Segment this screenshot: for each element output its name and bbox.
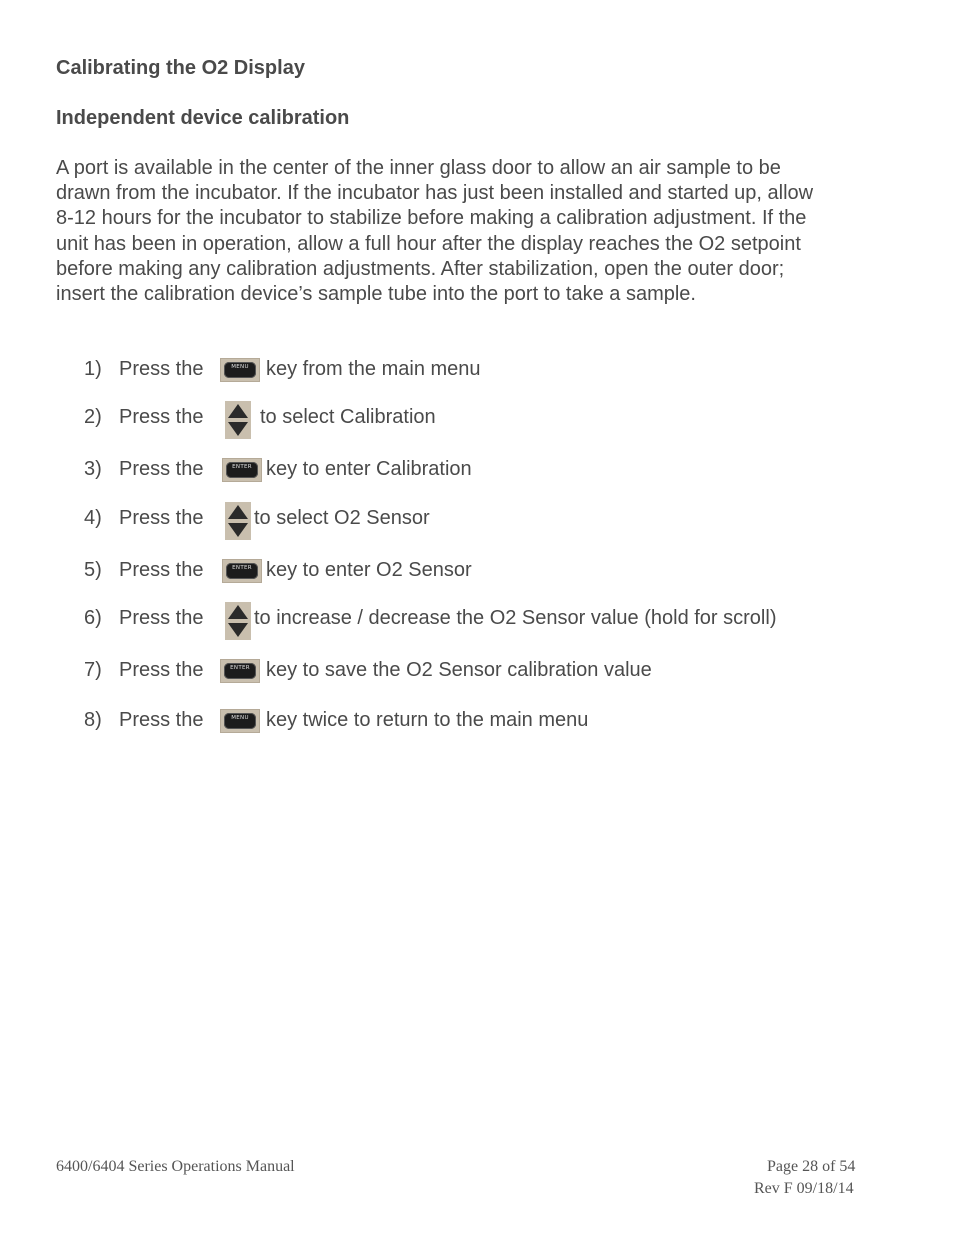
step-item xyxy=(84,704,904,734)
step-text: to select O2 Sensor xyxy=(254,507,430,529)
step-number: 6) xyxy=(84,607,102,629)
intro-line: A port is available in the center of the inner glass door to allow an air sample to be xyxy=(56,157,781,179)
step-press-text: Press the xyxy=(119,358,204,380)
step-text: key to enter O2 Sensor xyxy=(266,559,472,581)
enter-key-icon: ENTER xyxy=(220,659,260,683)
enter-key-icon: ENTER xyxy=(222,559,262,583)
step-item xyxy=(84,353,904,383)
step-text: to increase / decrease the O2 Sensor value (hold for scroll) xyxy=(254,607,777,629)
step-number: 3) xyxy=(84,458,102,480)
intro-line: insert the calibration device’s sample tube into the port to take a sample. xyxy=(56,283,696,306)
intro-line: drawn from the incubator. If the incubator has just been installed and started up, allow xyxy=(56,182,814,205)
step-number: 2) xyxy=(84,406,102,428)
step-text: key to enter Calibration xyxy=(266,458,472,480)
intro-paragraph xyxy=(56,156,906,307)
step-item xyxy=(84,554,904,584)
step-text: key to save the O2 Sensor calibration value xyxy=(266,659,652,681)
step-number: 4) xyxy=(84,507,102,529)
step-number: 7) xyxy=(84,659,102,681)
step-press-text: Press the xyxy=(119,659,204,681)
step-number: 5) xyxy=(84,559,102,581)
intro-line: before making any calibration adjustments. After stabilization, open the outer door; xyxy=(56,257,785,280)
step-number: 8) xyxy=(84,709,102,731)
footer-page-number: Page 28 of 54 xyxy=(767,1158,856,1175)
menu-key-icon: MENU xyxy=(220,709,260,733)
menu-key-icon: MENU xyxy=(220,358,260,382)
step-press-text: Press the xyxy=(119,406,204,428)
step-item xyxy=(84,602,904,632)
subsection-title: Independent device calibration xyxy=(56,107,350,129)
step-item xyxy=(84,401,904,431)
footer-manual-title: 6400/6404 Series Operations Manual xyxy=(56,1158,295,1175)
up-down-arrows-icon xyxy=(225,502,251,540)
step-press-text: Press the xyxy=(119,559,204,581)
step-text: key from the main menu xyxy=(266,358,481,380)
up-down-arrows-icon xyxy=(225,602,251,640)
footer-revision: Rev F 09/18/14 xyxy=(754,1180,854,1197)
step-press-text: Press the xyxy=(119,507,204,529)
step-press-text: Press the xyxy=(119,709,204,731)
step-text: to select Calibration xyxy=(260,406,436,428)
intro-line: 8-12 hours for the incubator to stabilize before making a calibration adjustment. If the xyxy=(56,207,807,230)
step-item xyxy=(84,654,904,684)
step-number: 1) xyxy=(84,358,102,380)
step-press-text: Press the xyxy=(119,607,204,629)
up-down-arrows-icon xyxy=(225,401,251,439)
section-title: Calibrating the O2 Display xyxy=(56,57,305,79)
step-item xyxy=(84,453,904,483)
step-press-text: Press the xyxy=(119,458,204,480)
step-item xyxy=(84,502,904,532)
enter-key-icon: ENTER xyxy=(222,458,262,482)
step-text: key twice to return to the main menu xyxy=(266,709,589,731)
intro-line: unit has been in operation, allow a full hour after the display reaches the O2 setpoint xyxy=(56,232,801,255)
